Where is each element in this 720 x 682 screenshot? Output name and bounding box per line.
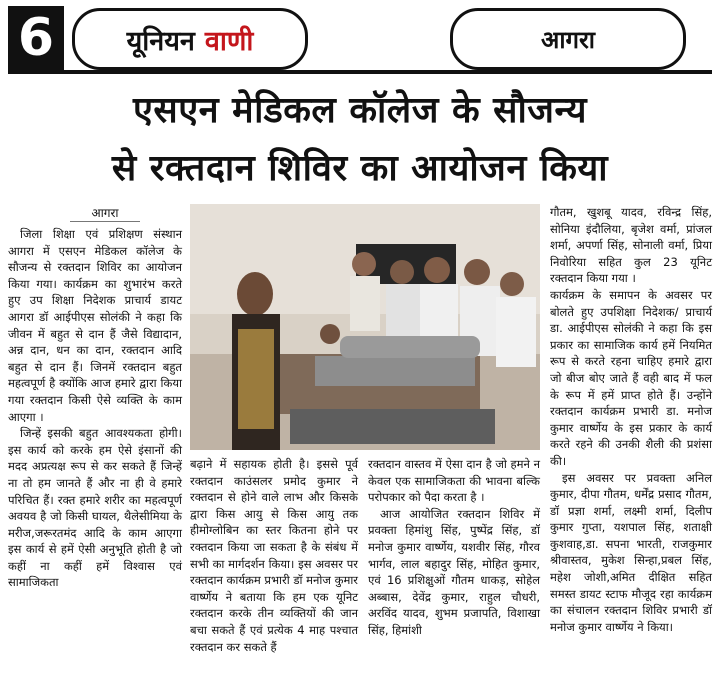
paragraph: जिन्हें इसकी बहुत आवश्यकता होगी। इस कार्य को करके हम ऐसे इंसानों की मदद अप्रत्यक्ष रूप से कर सकते हैं जिन्हें ना तो हम जानते हैं और ना ही वे हमारे परिचित हैं। रक्त हमारे शरीर का महत्वपूर्ण अवयव है जो किसी घायल, थैलेसीमिया के मरीज,जरूरतमंद आदि के काम आएगा इस कार्य से हमें ऐसी अनुभूति होती है जो कहीं ना कहीं हमें विश्वास एवं सामाजिकता <box>8 426 182 590</box>
headline-line-1: एसएन मेडिकल कॉलेज के सौजन्य <box>132 90 588 131</box>
article-column-4 <box>550 204 712 635</box>
article-column-2 <box>190 456 358 655</box>
article-column-1 <box>8 226 182 591</box>
event-photo <box>190 204 540 450</box>
paragraph: रक्तदान वास्तव में ऐसा दान है जो हमने न केवल एक सामाजिकता की भावना बल्कि परोपकार को पैदा करता है । <box>368 457 540 505</box>
city-name: आगरा <box>450 8 686 70</box>
paragraph: जिला शिक्षा एवं प्रशिक्षण संस्थान आगरा में एसएन मेडिकल कॉलेज के सौजन्य से रक्तदान शिविर का आयोजन किया गया। कार्यक्रम का शुभारंभ करते हुए उप शिक्षा निदेशक प्राचार्य डायट आगरा डॉ आईपीएस सोलंकी ने कहा कि जीवन में बहुत से दान हैं जैसे विद्यादान, अन्न दान, धन का दान, रक्तदान आदि बहुत से दान हैं। जिनमें रक्तदान बहुत महत्वपूर्ण है क्योंकि आज हमारे द्वारा किया गया रक्तदान किसी ऐसे व्यक्ति के काम आएगा । <box>8 227 182 424</box>
masthead-rule <box>8 70 712 74</box>
paragraph: गौतम, खुशबू यादव, रविन्द्र सिंह, सोनिया इंदौलिया, बृजेश वर्मा, प्रांजल शर्मा, अपर्णा सिंह, सोनाली वर्मा, प्रिया निवोरिया सहित कुल 23 यूनिट रक्तदान किया गया । <box>550 205 712 286</box>
paragraph: इस अवसर पर प्रवक्ता अनिल कुमार, दीपा गौतम, धर्मेंद्र प्रसाद गौतम, डॉ प्रज्ञा शर्मा, लक्ष्मी शर्मा, दिलीप कुमार गुप्ता, यशपाल सिंह, शताक्षी कुशवाह,डा. सपना भारती, राजकुमार श्रीवास्तव, मुकेश सिन्हा,प्रबल सिंह, महेश जोशी,अमित दीक्षित सहित समस्त डायट स्टाफ मौजूद रहा कार्यक्रम का संचालन रक्तदान शिविर प्रभारी डॉ मनोज कुमार वार्ष्णेय ने किया। <box>550 470 712 634</box>
paper-name-part2: वाणी <box>204 25 254 57</box>
dateline: आगरा <box>70 204 140 222</box>
blood-donation-photo-illustration <box>190 204 540 450</box>
headline-line-2: से रक्तदान शिविर का आयोजन किया <box>111 148 609 189</box>
paper-name <box>72 8 308 70</box>
paper-name-part1: यूनियन <box>126 25 195 57</box>
article-column-3 <box>368 456 540 639</box>
paragraph: कार्यक्रम के समापन के अवसर पर बोलते हुए उपशिक्षा निदेशक/ प्राचार्य डा. आईपीएस सोलंकी ने कहा कि इस प्रकार का सामाजिक कार्य हमें नियमित रूप से करते रहना चाहिए हमारे द्वारा जो बीज बोए जाते हैं वही बाद में फल के रूप में हमें प्राप्त होते हैं। उन्होंने रक्तदान कार्यक्रम प्रभारी डा. मनोज कुमार वार्ष्णेय के इस प्रकार के कार्य करते रहने की उनकी शैली की प्रशंसा की। <box>550 287 712 468</box>
masthead <box>0 0 720 78</box>
page-number: 6 <box>8 6 64 70</box>
paragraph: आज आयोजित रक्तदान शिविर में प्रवक्ता हिमांशु सिंह, पुष्पेंद्र सिंह, डॉ मनोज कुमार वार्ष्णेय, यशवीर सिंह, गौरव भार्गव, लाल बहादुर सिंह, मोहित कुमार, एवं 16 प्रशिक्षुओं गौतम धाकड़, सोहेल अब्बास, देवेंद्र कुमार, राहुल चौधरी, अरविंद यादव, शुभम प्रजापति, विशाखा सिंह, हिमांशी <box>368 506 540 637</box>
headline <box>0 82 720 198</box>
paragraph: बढ़ाने में सहायक होती है। इससे पूर्व रक्तदान काउंसलर प्रमोद कुमार ने रक्तदान से होने वाले लाभ और किसके द्वारा किस आयु से किस आयु तक हीमोग्लोबिन का स्तर कितना होने पर रक्तदान किया जा सकता है के संबंध में सभी का मार्गदर्शन किया। इस अवसर पर रक्तदान कार्यक्रम प्रभारी डॉ मनोज कुमार वार्ष्णेय ने बताया कि हम एक यूनिट रक्तदान करके तीन व्यक्तियों की जान बचा सकते हैं एवं प्रत्येक 4 माह पश्चात रक्तदान कर सकते हैं <box>190 457 358 654</box>
